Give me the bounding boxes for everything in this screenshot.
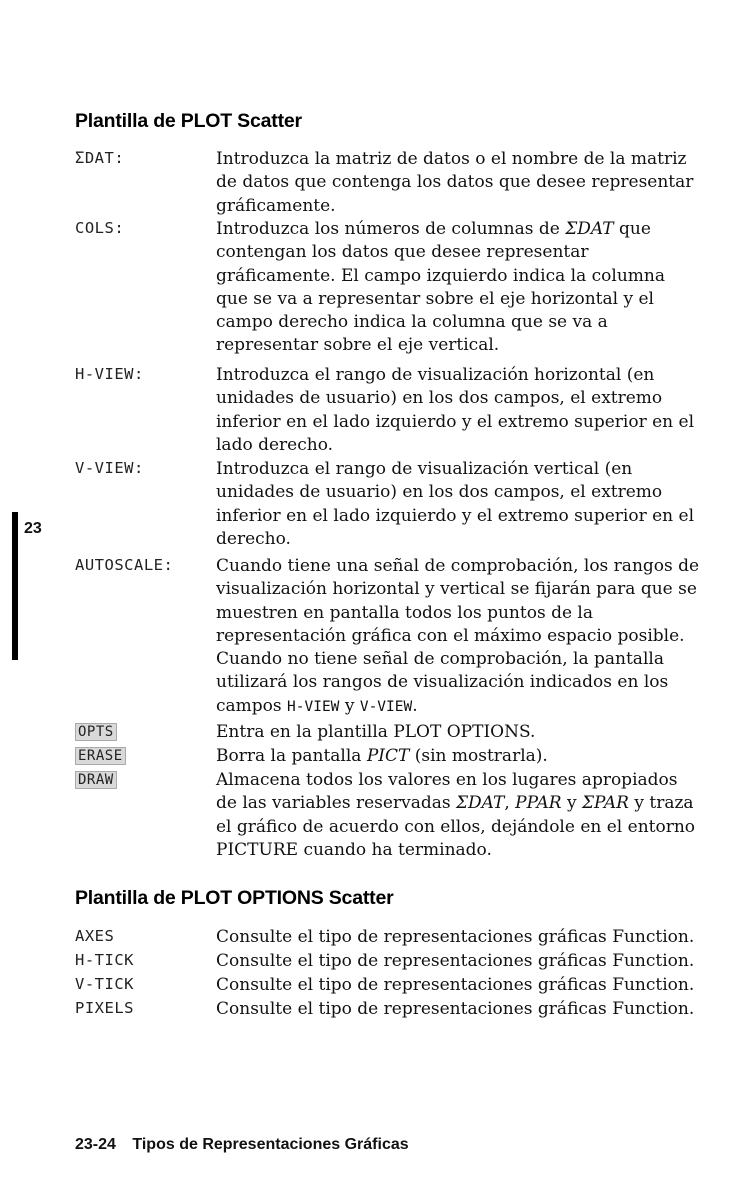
entry-description: Borra la pantalla PICT (sin mostrarla). [216, 746, 548, 766]
entry-description: Consulte el tipo de representaciones gráficas Function. [216, 951, 695, 971]
field-label-sdat: ΣDAT: [75, 149, 125, 167]
chapter-title: Tipos de Representaciones Gráficas [132, 1136, 409, 1153]
entry-description: Cuando tiene una señal de comprobación, los rangos de visualización horizontal y vertical se fijarán para que se muestren en pantalla todos los puntos de la representación gráfica con el máximo espacio posible. Cuando no tiene señal de comprobación, la pantalla utilizará los rangos de visualización indicados en los campos H-VIEW y V-VIEW. [216, 556, 700, 716]
section-title-plot-options-scatter: Plantilla de PLOT OPTIONS Scatter [75, 887, 394, 909]
entry-description: Consulte el tipo de representaciones gráficas Function. [216, 999, 695, 1019]
field-label-pixels: PIXELS [75, 999, 134, 1017]
draw-softkey[interactable]: DRAW [75, 771, 117, 789]
erase-softkey[interactable]: ERASE [75, 747, 126, 765]
field-label-cols: COLS: [75, 219, 125, 237]
entry-description: Introduzca los números de columnas de ΣDAT que contengan los datos que desee representar gráficamente. El campo izquierdo indica la columna que se va a representar sobre el eje horizontal y el campo derecho indica la columna que se va a representar sobre el eje vertical. [216, 219, 665, 356]
page-footer [75, 1136, 409, 1154]
opts-softkey[interactable]: OPTS [75, 723, 117, 741]
entry-description: Introduzca el rango de visualización horizontal (en unidades de usuario) en los dos campos, el extremo inferior en el lado izquierdo y el extremo superior en el lado derecho. [216, 365, 695, 455]
field-label-axes: AXES [75, 927, 115, 945]
field-label-v-tick: V-TICK [75, 975, 134, 993]
entry-description: Almacena todos los valores en los lugares apropiados de las variables reservadas ΣDAT, PPAR y ΣPAR y traza el gráfico de acuerdo con ellos, dejándole en el entorno PICTURE cuando ha terminado. [216, 770, 696, 860]
chapter-number: 23 [24, 520, 42, 537]
field-label-autoscale: AUTOSCALE: [75, 556, 174, 574]
entry-description: Introduzca la matriz de datos o el nombre de la matriz de datos que contenga los datos que desee representar gráficamente. [216, 149, 694, 216]
chapter-tab-bar [12, 512, 18, 660]
section-title-plot-scatter: Plantilla de PLOT Scatter [75, 110, 302, 132]
entry-description: Consulte el tipo de representaciones gráficas Function. [216, 975, 695, 995]
page-number: 23-24 [75, 1136, 116, 1153]
field-label-h-tick: H-TICK [75, 951, 134, 969]
entry-description: Introduzca el rango de visualización vertical (en unidades de usuario) en los dos campos, el extremo inferior en el lado izquierdo y el extremo superior en el derecho. [216, 459, 695, 549]
entry-description: Entra en la plantilla PLOT OPTIONS. [216, 722, 536, 742]
field-label-h-view: H-VIEW: [75, 365, 144, 383]
field-label-v-view: V-VIEW: [75, 459, 144, 477]
entry-description: Consulte el tipo de representaciones gráficas Function. [216, 927, 695, 947]
